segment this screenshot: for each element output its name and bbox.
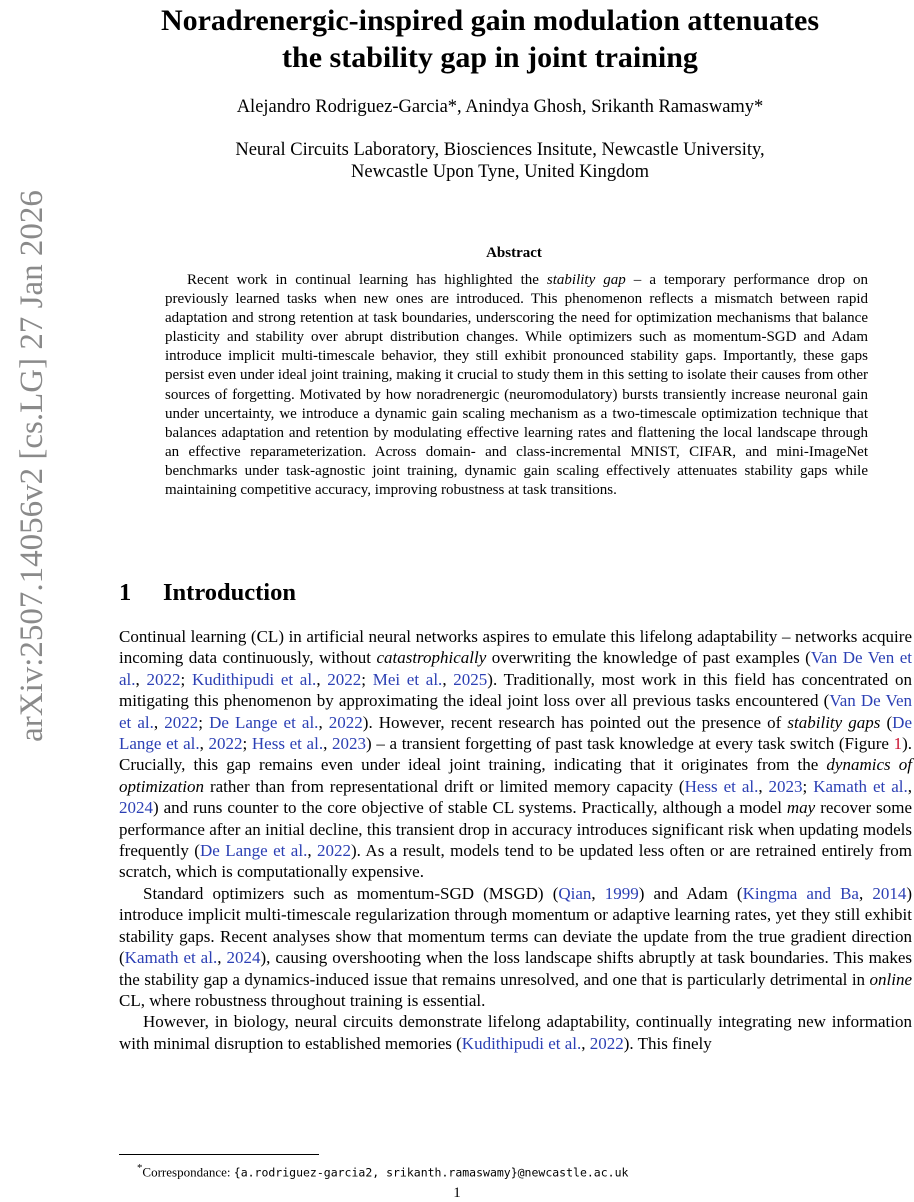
body-text-run: , [316,669,328,689]
figure-reference-link[interactable]: 1 [893,734,903,754]
citation-link[interactable]: De Lange et al. [119,712,912,754]
emphasis-text: dynamics of optimization [119,755,912,796]
emphasis-text: catastrophically [376,648,487,668]
body-text-run: ). As a result, models tend to be updated less often or are retrained entirely from scratch, which is computationally expensive. [119,841,913,882]
body-text-run: CL, where robustness throughout training is essential. [119,990,486,1010]
emphasis-text: online [869,969,912,989]
body-text-run: ; [242,734,252,754]
abstract-text-start: Recent work in continual learning has highlighted the [187,272,547,288]
citation-link[interactable]: Kingma and Ba [742,883,859,903]
affiliation-line-2: Newcastle Upon Tyne, United Kingdom [351,162,649,182]
body-text-run: ) – a transient forgetting of past task knowledge at every task switch (Figure [366,734,894,754]
body-text-run: ; [180,669,192,689]
citation-link[interactable]: 2022 [327,669,362,689]
section-title: Introduction [163,579,296,606]
page-number: 1 [453,1185,461,1201]
citation-link[interactable]: 2023 [332,734,366,754]
paper-title [100,2,880,76]
footnote-marker: * [137,1162,143,1174]
citation-link[interactable]: 2022 [328,712,363,732]
affiliation-line-1: Neural Circuits Laboratory, Biosciences Insitute, Newcastle University, [235,140,765,160]
section-heading-introduction [119,578,719,608]
title-line-2: the stability gap in joint training [282,41,698,74]
footnote [137,1160,837,1180]
citation-link[interactable]: Kudithipudi et al. [191,669,317,689]
citation-link[interactable]: Van De Ven et al. [119,648,912,689]
body-text-run: , [581,1033,590,1053]
citation-link[interactable]: 2022 [164,712,199,732]
body-text-run: , [591,883,605,903]
citation-link[interactable]: 2023 [768,776,803,796]
body-text-run: , [907,776,912,796]
citation-link[interactable]: Mei et al. [372,669,443,689]
citation-link[interactable]: 2024 [119,798,153,818]
abstract-text-rest: – a temporary performance drop on previously learned tasks when new ones are introduced. This phenomenon reflects a mismatch between rapid adaptation and strong retention at task boundaries, underscoring the need for optimization mechanisms that balance plasticity and stability over abrupt distribution changes. While optimizers such as momentum-SGD and Adam introduce implicit multi-timescale behavior, they still exhibit pronounced stability gaps. Importantly, these gaps persist even under ideal joint training, making it crucial to study them in this setting to isolate their causes from other sources of forgetting. Motivated by how noradrenergic (neuromodulatory) bursts transiently increase neuronal gain under uncertainty, we introduce a dynamic gain scaling mechanism as a two-timescale optimization technique that balances adaptation and retention by modulating effective learning rates and flattening the local landscape through an effective reparameterization. Across domain- and class-incremental MNIST, CIFAR, and mini-ImageNet benchmarks under task-agnostic joint training, dynamic gain scaling effectively attenuates stability gaps while maintaining competitive accuracy, improving robustness at task transitions. [165,272,868,499]
citation-link[interactable]: Van De Ven et al. [119,691,912,732]
citation-link[interactable]: 1999 [604,883,639,903]
body-text-run: ). This finely [623,1033,712,1053]
citation-link[interactable]: Kamath et al. [124,948,218,968]
body-text-run: Continual learning (CL) in artificial neural networks aspires to emulate this lifelong adaptability – networks acquire incoming data continuously, without [119,627,912,668]
body-text-run: ), causing overshooting when the loss landscape shifts abruptly at task boundaries. This makes the stability gap a dynamics-induced issue that remains unresolved, and one that is particularly detrimental in [119,948,912,989]
citation-link[interactable]: Kudithipudi et al. [461,1033,582,1053]
abstract-heading: Abstract [486,245,542,261]
citation-link[interactable]: Kamath et al. [813,776,908,796]
arxiv-identifier-stamp: arXiv:2507.14056v2 [cs.LG] 27 Jan 2026 [14,190,50,742]
affiliation [120,139,880,183]
citation-link[interactable]: 2025 [453,669,488,689]
body-text-run: , [307,841,318,861]
footnote-label: Correspondance: [142,1164,234,1180]
body-text-run: ) introduce implicit multi-timescale regularization through momentum or adaptive learning rates, yet they still exhibit stability gaps. Recent analyses show that momentum terms can deviate the update from the true gradient direction ( [119,883,913,968]
body-text-run: , [135,669,147,689]
citation-link[interactable]: Qian [558,883,592,903]
body-text-run: overwriting the knowledge of past examples ( [486,648,811,668]
body-text-run: ) and Adam ( [638,883,743,903]
body-text-run: ( [880,712,893,732]
body-text-run: ; [802,776,814,796]
citation-link[interactable]: Hess et al. [684,776,759,796]
citation-link[interactable]: 2024 [226,948,261,968]
section-number: 1 [119,579,132,606]
citation-link[interactable]: 2022 [146,669,181,689]
body-text-run: rather than from representational drift or limited memory capacity ( [204,776,685,796]
body-text-run: , [153,712,165,732]
body-text-run: ; [361,669,373,689]
body-text-run: , [758,776,769,796]
body-text-run: ) and runs counter to the core objective of stable CL systems. Practically, although a model [153,798,787,818]
citation-link[interactable]: De Lange et al. [209,712,319,732]
body-text-run: , [318,712,329,732]
body-text-run: However, in biology, neural circuits demonstrate lifelong adaptability, continually integrating new information with minimal disruption to established memories ( [119,1012,912,1053]
intro-paragraph-1 [119,626,912,883]
body-text-run: , [858,883,873,903]
abstract-body [165,271,868,500]
body-text-run: ). Traditionally, most work in this field has concentrated on mitigating this phenomenon by approximating the ideal joint loss over all previous tasks encountered ( [119,669,913,711]
abstract-emphasis: stability gap [546,272,626,288]
footnote-divider [119,1154,319,1155]
footnote-emails[interactable]: {a.rodriguez-garcia2, srikanth.ramaswamy}@newcastle.ac.uk [233,1165,629,1180]
citation-link[interactable]: 2022 [317,841,352,861]
body-text-run: , [217,948,227,968]
body-text-run: recover some performance after an initial decline, this transient drop in accuracy introduces significant risk when updating models frequently ( [119,798,913,861]
body-text-run: Standard optimizers such as momentum-SGD (MSGD) ( [143,883,559,903]
author-list: Alejandro Rodriguez-Garcia*, Anindya Ghosh, Srikanth Ramaswamy* [236,97,764,117]
citation-link[interactable]: De Lange et al. [199,841,308,861]
introduction-body [119,626,912,1054]
body-text-run: ). Crucially, this gap remains even under ideal joint training, indicating that it originates from the [119,734,913,775]
body-text-run: , [199,734,209,754]
body-text-run: , [323,734,332,754]
intro-paragraph-3 [119,1011,912,1054]
emphasis-text: stability gaps [787,712,881,732]
citation-link[interactable]: Hess et al. [251,734,324,754]
body-text-run: , [442,669,454,689]
intro-paragraph-2 [119,883,912,1011]
citation-link[interactable]: 2022 [589,1033,624,1053]
title-line-1: Noradrenergic-inspired gain modulation attenuates [160,4,820,37]
citation-link[interactable]: 2014 [872,883,907,903]
citation-link[interactable]: 2022 [208,734,243,754]
emphasis-text: may [786,798,816,818]
body-text-run: ). However, recent research has pointed out the presence of [362,712,788,732]
body-text-run: ; [198,712,210,732]
